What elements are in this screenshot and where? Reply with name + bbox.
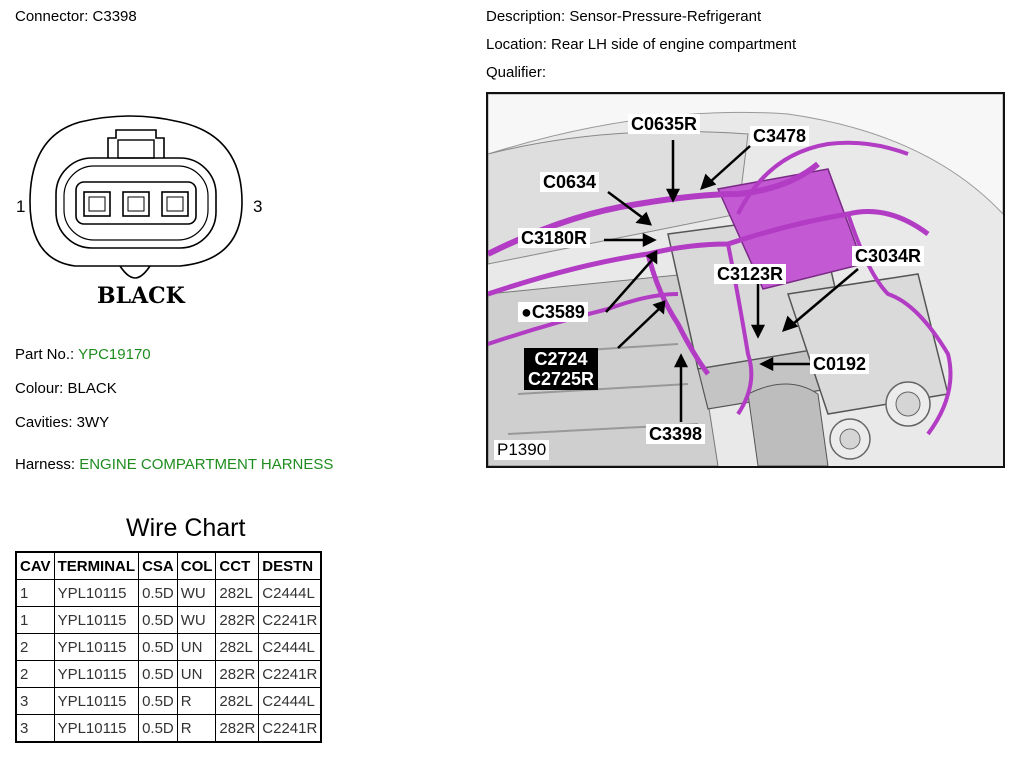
header-cct: CCT bbox=[216, 552, 259, 580]
photo-id-label: P1390 bbox=[494, 440, 549, 460]
table-row bbox=[16, 580, 321, 607]
table-row bbox=[16, 661, 321, 688]
connector-title: Connector: C3398 bbox=[15, 8, 137, 25]
connector-face-diagram bbox=[10, 110, 270, 310]
callout-c0635r: C0635R bbox=[628, 114, 700, 134]
callout-c3180r: C3180R bbox=[518, 228, 590, 248]
callout-c0192: C0192 bbox=[810, 354, 869, 374]
harness-link[interactable]: ENGINE COMPARTMENT HARNESS bbox=[79, 456, 334, 473]
cell-col: WU bbox=[177, 607, 216, 634]
callout-c2725r: C2725R bbox=[528, 369, 595, 389]
callout-c0634: C0634 bbox=[540, 172, 599, 192]
cell-csa: 0.5D bbox=[139, 607, 178, 634]
qualifier-text: Qualifier: bbox=[486, 64, 547, 81]
cell-destn: C2241R bbox=[259, 715, 322, 743]
table-row bbox=[16, 634, 321, 661]
cell-cav: 2 bbox=[16, 634, 54, 661]
header-destn: DESTN bbox=[259, 552, 322, 580]
header-col: COL bbox=[177, 552, 216, 580]
cell-cct: 282L bbox=[216, 688, 259, 715]
part-number-label: Part No.: bbox=[15, 346, 75, 363]
cell-terminal: YPL10115 bbox=[54, 715, 139, 743]
cavity-3-label: 3 bbox=[253, 197, 263, 216]
cell-col: WU bbox=[177, 580, 216, 607]
bullet-dot-icon: ● bbox=[521, 302, 532, 322]
cell-terminal: YPL10115 bbox=[54, 661, 139, 688]
header-cav: CAV bbox=[16, 552, 54, 580]
cell-cct: 282R bbox=[216, 607, 259, 634]
location-photo bbox=[486, 92, 1005, 468]
part-number bbox=[15, 346, 151, 364]
cell-destn: C2241R bbox=[259, 661, 322, 688]
cell-csa: 0.5D bbox=[139, 634, 178, 661]
table-header-row bbox=[16, 552, 321, 580]
header-csa: CSA bbox=[139, 552, 178, 580]
cell-csa: 0.5D bbox=[139, 580, 178, 607]
cell-cav: 1 bbox=[16, 580, 54, 607]
table-row bbox=[16, 715, 321, 743]
cell-destn: C2444L bbox=[259, 688, 322, 715]
harness-label: Harness: bbox=[15, 456, 76, 473]
colour-text: Colour: BLACK bbox=[15, 380, 117, 397]
cell-cav: 3 bbox=[16, 688, 54, 715]
callout-c2724: C2724 bbox=[534, 349, 588, 369]
cell-csa: 0.5D bbox=[139, 688, 178, 715]
cell-cct: 282R bbox=[216, 661, 259, 688]
callout-c3398: C3398 bbox=[646, 424, 705, 444]
cell-cct: 282R bbox=[216, 715, 259, 743]
part-number-link[interactable]: YPC19170 bbox=[78, 346, 151, 363]
cell-cav: 3 bbox=[16, 715, 54, 743]
callout-c3478: C3478 bbox=[750, 126, 809, 146]
harness bbox=[15, 456, 333, 474]
cell-cct: 282L bbox=[216, 580, 259, 607]
callout-c3123r: C3123R bbox=[714, 264, 786, 284]
cell-cav: 2 bbox=[16, 661, 54, 688]
cell-terminal: YPL10115 bbox=[54, 580, 139, 607]
cell-destn: C2444L bbox=[259, 580, 322, 607]
callout-c3034r: C3034R bbox=[852, 246, 924, 266]
wire-chart-title: Wire Chart bbox=[126, 514, 246, 542]
cell-col: R bbox=[177, 688, 216, 715]
cell-destn: C2241R bbox=[259, 607, 322, 634]
location-text: Location: Rear LH side of engine compartment bbox=[486, 36, 797, 53]
cell-col: UN bbox=[177, 661, 216, 688]
cell-destn: C2444L bbox=[259, 634, 322, 661]
header-terminal: TERMINAL bbox=[54, 552, 139, 580]
cavities-text: Cavities: 3WY bbox=[15, 414, 110, 431]
cell-cav: 1 bbox=[16, 607, 54, 634]
cell-terminal: YPL10115 bbox=[54, 688, 139, 715]
cavity-1-label: 1 bbox=[16, 197, 26, 216]
cell-col: R bbox=[177, 715, 216, 743]
table-row bbox=[16, 607, 321, 634]
callout-c3589-label: C3589 bbox=[531, 302, 585, 322]
cell-cct: 282L bbox=[216, 634, 259, 661]
cell-csa: 0.5D bbox=[139, 715, 178, 743]
cell-terminal: YPL10115 bbox=[54, 634, 139, 661]
cell-csa: 0.5D bbox=[139, 661, 178, 688]
table-row bbox=[16, 688, 321, 715]
callout-c2724-c2725r bbox=[524, 348, 598, 390]
description-text: Description: Sensor-Pressure-Refrigerant bbox=[486, 8, 762, 25]
connector-color-label: BLACK bbox=[97, 283, 185, 309]
callout-c3589 bbox=[518, 302, 588, 322]
cell-col: UN bbox=[177, 634, 216, 661]
wire-chart-table bbox=[15, 551, 322, 743]
cell-terminal: YPL10115 bbox=[54, 607, 139, 634]
